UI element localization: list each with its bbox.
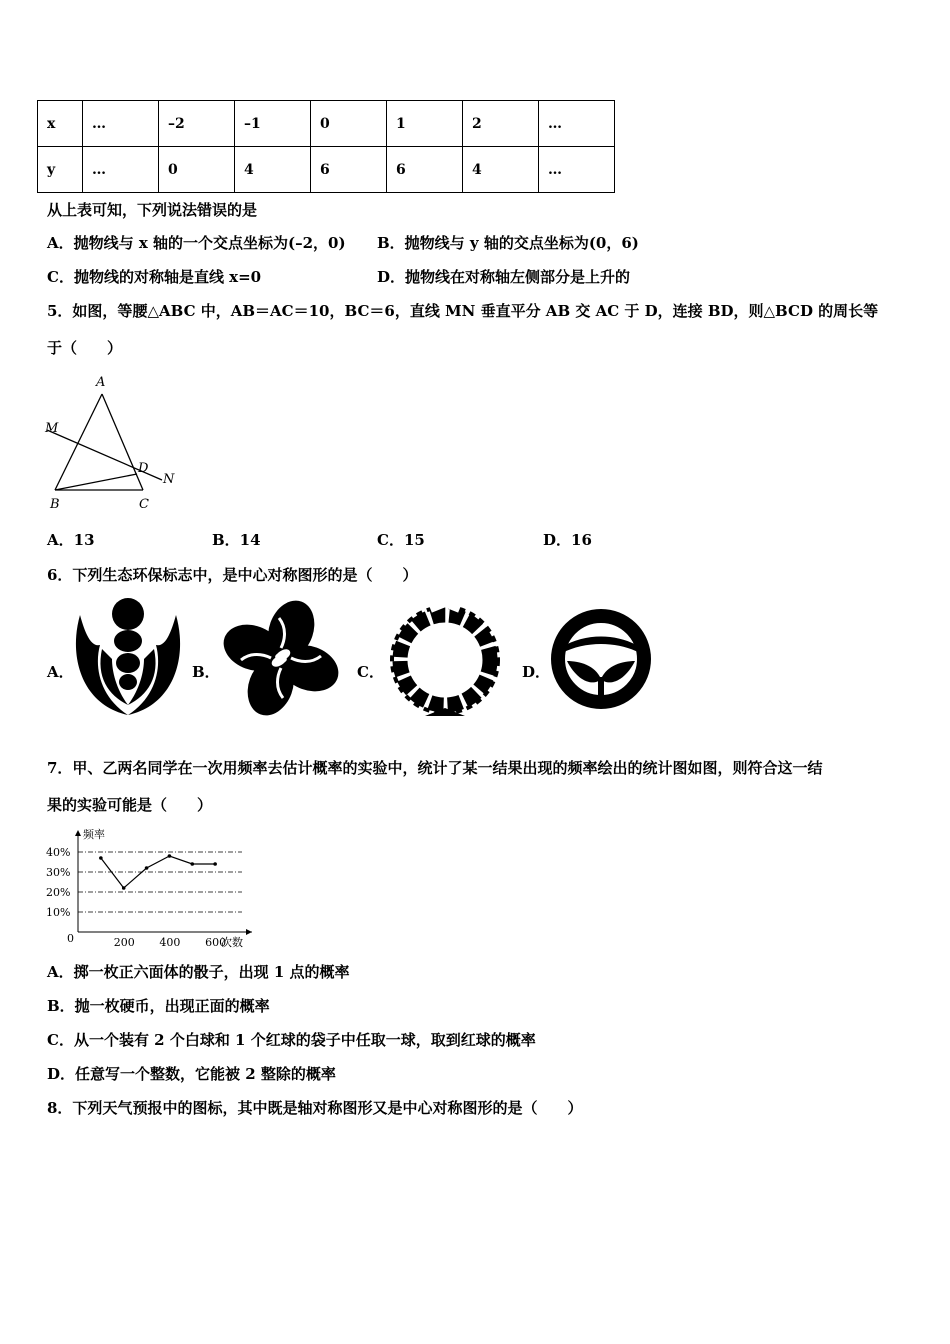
table-cell: 4: [463, 147, 539, 193]
chart-origin-label: 0: [67, 932, 74, 945]
logo-d-icon: [549, 603, 653, 715]
chart-xlabel: 次数: [221, 936, 243, 949]
table-cell: –2: [159, 101, 235, 147]
table-cell: …: [539, 101, 615, 147]
table-cell: 0: [159, 147, 235, 193]
chart-data-point: [213, 862, 217, 866]
triangle-figure: [40, 370, 190, 515]
logo-c-wreath-icon: [385, 600, 505, 720]
q5-stem-line2: 于（ ）: [47, 339, 123, 357]
q5-option-a: A．13: [47, 531, 95, 549]
table-cell: …: [539, 147, 615, 193]
table-cell: x: [38, 101, 83, 147]
q5-option-d: D．16: [543, 531, 592, 549]
table-cell: 6: [387, 147, 463, 193]
chart-y-arrow: [75, 830, 81, 836]
q6-option-a: A．: [47, 663, 74, 681]
label-b: B: [50, 497, 60, 512]
q4-stem: 从上表可知，下列说法错误的是: [47, 201, 258, 219]
label-c: C: [139, 497, 149, 512]
chart-data-point: [122, 886, 126, 890]
q6-option-c: C．: [357, 663, 384, 681]
q4-option-d: D．抛物线在对称轴左侧部分是上升的: [377, 268, 631, 286]
q7-option-a: A．掷一枚正六面体的骰子，出现 1 点的概率: [47, 963, 350, 981]
chart-data-point: [145, 866, 149, 870]
logo-a-icon: [72, 597, 184, 719]
chart-x-arrow: [246, 929, 252, 935]
chart-y-tick-label: 20%: [46, 886, 71, 899]
value-table: [37, 100, 615, 193]
chart-x-tick-label: 600: [205, 936, 227, 949]
table-cell: …: [83, 147, 159, 193]
chart-data-point: [168, 854, 172, 858]
q7-stem-line2: 果的实验可能是（ ）: [47, 796, 213, 814]
table-cell: …: [83, 101, 159, 147]
logo-b-icon: [220, 597, 342, 719]
label-a: A: [96, 375, 106, 390]
chart-x-tick-label: 400: [159, 936, 181, 949]
chart-y-tick-label: 40%: [46, 846, 71, 859]
table-cell: 1: [387, 101, 463, 147]
label-d: D: [138, 461, 149, 476]
q5-option-b: B．14: [212, 531, 261, 549]
q7-option-d: D．任意写一个整数，它能被 2 整除的概率: [47, 1065, 336, 1083]
table-cell: 2: [463, 101, 539, 147]
label-m: M: [45, 421, 59, 436]
chart-ylabel: 频率: [83, 828, 105, 841]
chart-y-tick-label: 10%: [46, 906, 71, 919]
table-row: [38, 147, 615, 193]
q7-option-c: C．从一个装有 2 个白球和 1 个红球的袋子中任取一球，取到红球的概率: [47, 1031, 536, 1049]
chart-x-tick-label: 200: [113, 936, 135, 949]
q6-stem: 6．下列生态环保标志中，是中心对称图形的是（ ）: [47, 566, 418, 584]
q5-stem-line1: 5．如图，等腰△ABC 中，AB＝AC＝10，BC＝6，直线 MN 垂直平分 AB 交 AC 于 D，连接 BD，则△BCD 的周长等: [47, 302, 879, 320]
q4-option-c: C．抛物线的对称轴是直线 x=0: [47, 268, 262, 286]
table-cell: 4: [235, 147, 311, 193]
q7-option-b: B．抛一枚硬币，出现正面的概率: [47, 997, 270, 1015]
label-n: N: [163, 472, 175, 487]
table-cell: 6: [311, 147, 387, 193]
table-cell: y: [38, 147, 83, 193]
table-cell: –1: [235, 101, 311, 147]
table-cell: 0: [311, 101, 387, 147]
frequency-chart: [45, 824, 255, 954]
q8-stem: 8．下列天气预报中的图标，其中既是轴对称图形又是中心对称图形的是（ ）: [47, 1099, 583, 1117]
segment-ab: [55, 394, 102, 490]
segment-bd: [55, 474, 137, 490]
segment-ac: [102, 394, 143, 490]
q6-option-b: B．: [192, 663, 220, 681]
q7-stem-line1: 7．甲、乙两名同学在一次用频率去估计概率的实验中，统计了某一结果出现的频率绘出的统计图如图，则符合这一结: [47, 759, 823, 777]
q4-option-b: B．抛物线与 y 轴的交点坐标为(0，6): [377, 234, 639, 252]
chart-y-tick-label: 30%: [46, 866, 71, 879]
q6-option-d: D．: [522, 663, 551, 681]
q4-option-a: A．抛物线与 x 轴的一个交点坐标为(–2，0): [47, 234, 346, 252]
chart-data-point: [99, 856, 103, 860]
chart-data-point: [190, 862, 194, 866]
q5-option-c: C．15: [377, 531, 425, 549]
table-row: [38, 101, 615, 147]
